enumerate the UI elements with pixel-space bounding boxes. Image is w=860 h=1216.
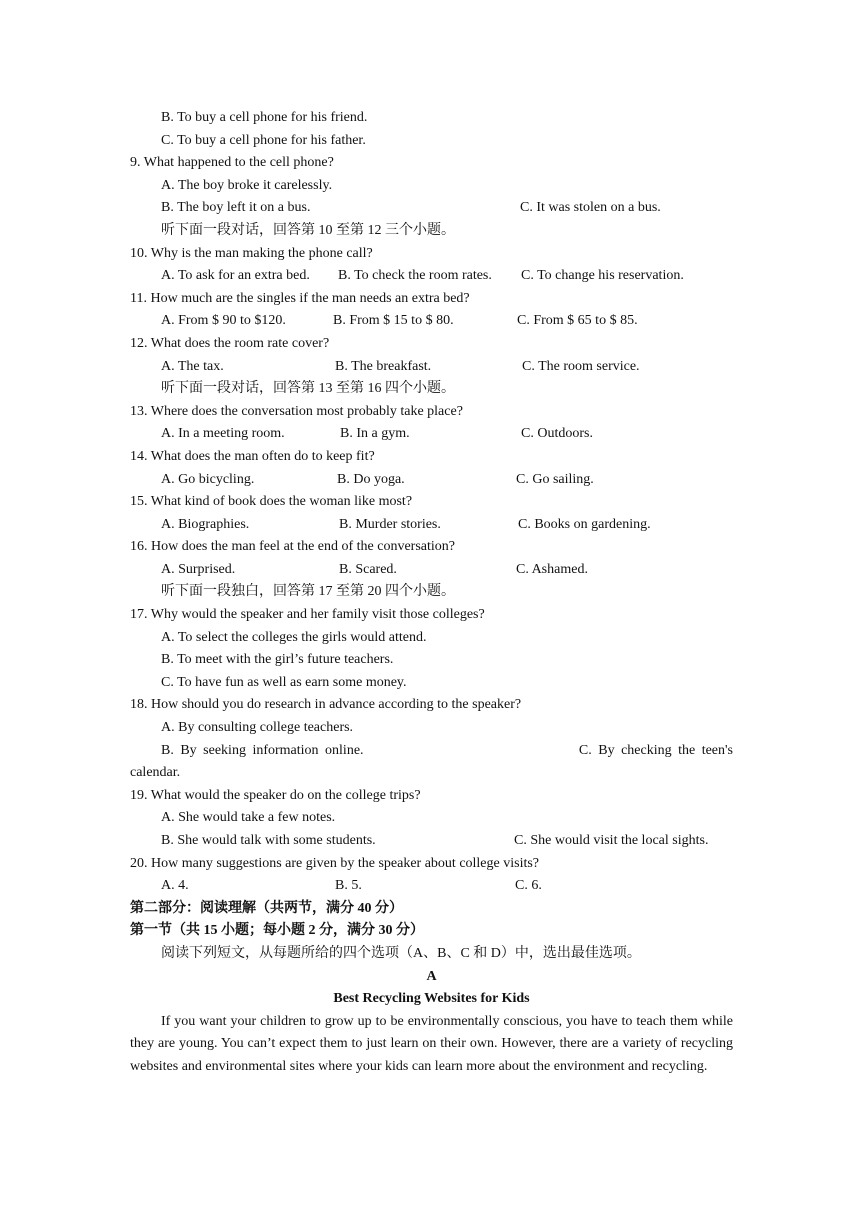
passage-paragraph: If you want your children to grow up to be environmentally conscious, you have to teach them while they are young. You can’t expect them to just learn on their own. However, there are a variety of recycling websites and environmental sites where your kids can learn more about the environment and recycling. [130, 1013, 733, 1074]
q13-option-a: A. In a meeting room. [161, 426, 285, 442]
q18-option-a: A. By consulting college teachers. [161, 720, 354, 736]
q14-option-c: C. Go sailing. [516, 471, 594, 487]
listening-instruction-13-16: 听下面一段对话，回答第 13 至第 16 四个小题。 [161, 381, 455, 397]
q16-question: 16. How does the man feel at the end of the conversation? [130, 539, 456, 555]
q15-option-a: A. Biographies. [161, 516, 250, 532]
q11-option-c: C. From $ 65 to $ 85. [517, 313, 638, 329]
q15-options-row [130, 514, 733, 537]
q12-options-row [130, 356, 733, 379]
q18-option-c-wrap: calendar. [130, 765, 181, 781]
q19-option-b: B. She would talk with some students. [161, 833, 376, 848]
q19-options-row [130, 830, 733, 853]
listening-instruction-17-20: 听下面一段独白，回答第 17 至第 20 四个小题。 [161, 584, 455, 600]
q10-options-row [130, 265, 733, 288]
exam-page [130, 107, 733, 1079]
q8-option-c: C. To buy a cell phone for his father. [161, 132, 366, 148]
q12-option-c: C. The room service. [522, 358, 640, 374]
q9-options-row [130, 197, 733, 220]
q9-option-a: A. The boy broke it carelessly. [161, 177, 333, 193]
q20-options-row [130, 875, 733, 898]
q20-option-b: B. 5. [335, 878, 362, 894]
q9-option-c: C. It was stolen on a bus. [520, 200, 661, 216]
q18-options-row [130, 740, 733, 763]
q11-option-a: A. From $ 90 to $120. [161, 313, 286, 329]
q8-option-b: B. To buy a cell phone for his friend. [161, 110, 368, 125]
listening-instruction-10-12: 听下面一段对话，回答第 10 至第 12 三个小题。 [161, 222, 455, 238]
q18-option-b: B. By seeking information online. [161, 742, 364, 758]
passage-label: A [426, 968, 437, 984]
q10-option-a: A. To ask for an extra bed. [161, 268, 310, 284]
section1-heading: 第一节（共 15 小题；每小题 2 分，满分 30 分） [130, 923, 424, 939]
q12-option-a: A. The tax. [161, 358, 224, 374]
q11-options-row [130, 310, 733, 333]
q10-question: 10. Why is the man making the phone call? [130, 245, 373, 261]
q9-option-b: B. The boy left it on a bus. [161, 200, 311, 216]
q10-option-c: C. To change his reservation. [521, 268, 684, 284]
q13-option-b: B. In a gym. [340, 426, 410, 442]
q19-option-a: A. She would take a few notes. [161, 810, 336, 826]
q16-options-row [130, 559, 733, 582]
q15-option-c: C. Books on gardening. [518, 516, 651, 532]
passage-title: Best Recycling Websites for Kids [333, 991, 530, 1007]
q17-option-c: C. To have fun as well as earn some money. [161, 674, 407, 690]
q16-option-b: B. Scared. [339, 561, 397, 577]
q20-option-a: A. 4. [161, 878, 189, 894]
reading-instruction: 阅读下列短文，从每题所给的四个选项（A、B、C 和 D）中，选出最佳选项。 [161, 945, 641, 961]
q20-question: 20. How many suggestions are given by the speaker about college visits? [130, 855, 540, 871]
q14-option-a: A. Go bicycling. [161, 471, 255, 487]
q15-option-b: B. Murder stories. [339, 516, 441, 532]
part2-heading: 第二部分：阅读理解（共两节，满分 40 分） [130, 900, 403, 916]
q13-question: 13. Where does the conversation most probably take place? [130, 403, 463, 419]
q19-option-c: C. She would visit the local sights. [514, 833, 709, 848]
q20-option-c: C. 6. [515, 878, 542, 894]
q15-question: 15. What kind of book does the woman like most? [130, 494, 413, 510]
q14-option-b: B. Do yoga. [337, 471, 405, 487]
q16-option-c: C. Ashamed. [516, 561, 588, 577]
q18-question: 18. How should you do research in advance according to the speaker? [130, 697, 522, 713]
q13-option-c: C. Outdoors. [521, 426, 593, 442]
q17-option-a: A. To select the colleges the girls would attend. [161, 629, 427, 645]
q18-option-c: C. By checking the teen's [578, 742, 733, 758]
q12-question: 12. What does the room rate cover? [130, 335, 330, 351]
q19-question: 19. What would the speaker do on the college trips? [130, 787, 421, 803]
q14-options-row [130, 469, 733, 492]
q16-option-a: A. Surprised. [161, 561, 236, 577]
q13-options-row [130, 423, 733, 446]
q12-option-b: B. The breakfast. [335, 358, 432, 374]
q17-option-b: B. To meet with the girl’s future teachers. [161, 652, 394, 668]
q9-question: 9. What happened to the cell phone? [130, 155, 334, 171]
q11-question: 11. How much are the singles if the man needs an extra bed? [130, 290, 470, 306]
q10-option-b: B. To check the room rates. [338, 268, 492, 284]
q14-question: 14. What does the man often do to keep fit? [130, 448, 375, 464]
q11-option-b: B. From $ 15 to $ 80. [333, 313, 454, 329]
q17-question: 17. Why would the speaker and her family visit those colleges? [130, 607, 485, 623]
